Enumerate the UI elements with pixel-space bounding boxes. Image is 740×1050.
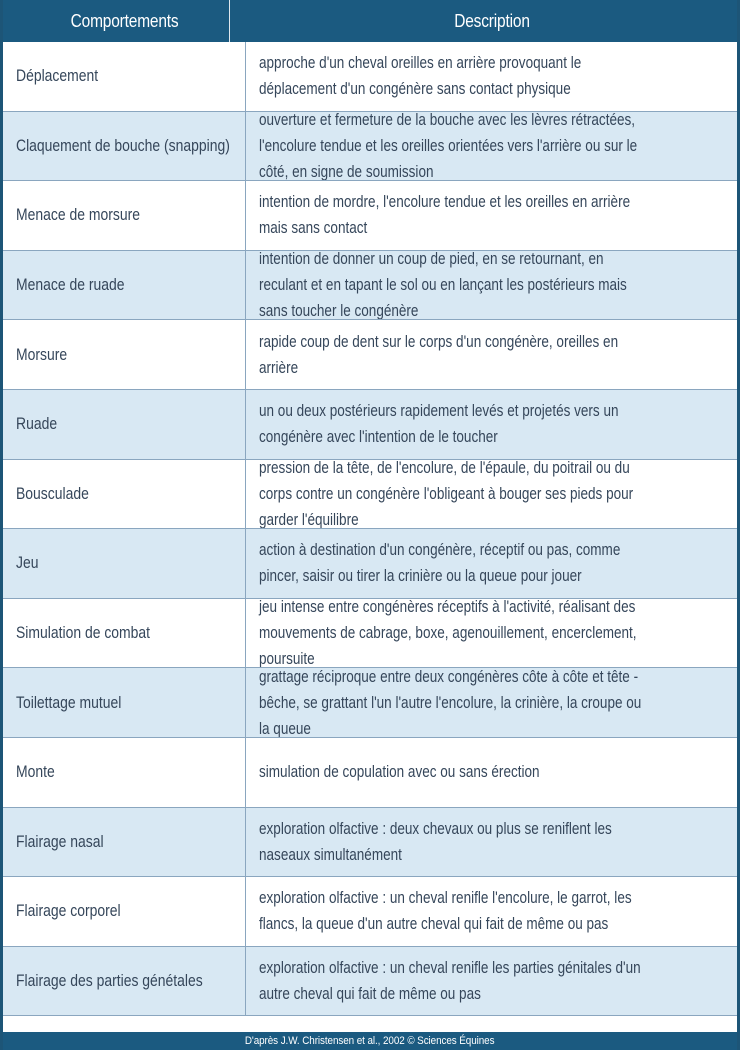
table-row xyxy=(3,42,737,112)
column-header-description xyxy=(281,0,702,42)
behavior-description: approche d'un cheval oreilles en arrière provoquant le déplacement d'un congénère sans contact physique xyxy=(259,54,582,99)
table-row xyxy=(3,320,737,390)
table-row xyxy=(3,181,737,251)
behavior-description: exploration olfactive : un cheval renifle l'encolure, le garrot, les flancs, la queue d'un autre cheval qui fait de même ou pas xyxy=(259,889,632,934)
behavior-cell xyxy=(3,112,246,181)
table-row xyxy=(3,529,737,599)
description-cell xyxy=(246,390,737,459)
column-header-behavior xyxy=(20,0,230,42)
behavior-cell xyxy=(3,251,246,320)
behavior-description: pression de la tête, de l'encolure, de l'épaule, du poitrail ou du corps contre un congénère l'obligeant à bouger ses pieds pour garder l'équilibre xyxy=(259,459,634,529)
table-row xyxy=(3,738,737,808)
behavior-description: ouverture et fermeture de la bouche avec les lèvres rétractées, l'encolure tendue et les oreilles orientées vers l'arrière ou sur le côté, en signe de soumission xyxy=(259,111,638,181)
behavior-name: Toilettage mutuel xyxy=(16,692,122,712)
table-row xyxy=(3,808,737,878)
behavior-cell xyxy=(3,599,246,668)
table-header xyxy=(3,0,737,42)
table-row xyxy=(3,112,737,182)
column-header-behavior-label: Comportements xyxy=(70,10,179,31)
description-cell xyxy=(246,599,737,668)
description-cell xyxy=(246,808,737,877)
table-row xyxy=(3,390,737,460)
column-header-description-label: Description xyxy=(454,10,530,31)
behavior-name: Menace de morsure xyxy=(16,205,140,225)
description-cell xyxy=(246,877,737,946)
description-cell xyxy=(246,460,737,529)
behavior-name: Menace de ruade xyxy=(16,275,125,295)
behavior-description: intention de donner un coup de pied, en se retournant, en reculant et en tapant le sol ou en lançant les postérieurs mais sans toucher le congénère xyxy=(259,250,627,320)
description-cell xyxy=(246,181,737,250)
behavior-description: grattage réciproque entre deux congénères côte à côte et tête - bêche, se grattant l'un l'autre l'encolure, la crinière, la croupe ou la queue xyxy=(259,668,642,737)
table-row xyxy=(3,877,737,947)
behavior-name: Monte xyxy=(16,762,55,782)
behavior-description: simulation de copulation avec ou sans érection xyxy=(259,763,540,782)
source-credit: D'après J.W. Christensen et al., 2002 © Sciences Équines xyxy=(245,1035,495,1047)
behavior-name: Simulation de combat xyxy=(16,623,151,643)
behavior-name: Flairage corporel xyxy=(16,901,121,921)
behavior-name: Flairage des parties génétales xyxy=(16,971,203,991)
description-cell xyxy=(246,112,737,181)
behavior-description: exploration olfactive : deux chevaux ou plus se reniflent les naseaux simultanément xyxy=(259,819,612,864)
behavior-cell xyxy=(3,738,246,807)
behavior-name: Bousculade xyxy=(16,483,89,503)
behavior-name: Déplacement xyxy=(16,66,99,86)
behavior-cell xyxy=(3,181,246,250)
table-row xyxy=(3,251,737,321)
behavior-description: rapide coup de dent sur le corps d'un congénère, oreilles en arrière xyxy=(259,332,619,377)
description-cell xyxy=(246,738,737,807)
behavior-cell xyxy=(3,42,246,111)
source-footer xyxy=(3,1032,737,1050)
behavior-cell xyxy=(3,460,246,529)
description-cell xyxy=(246,947,737,1016)
table-row xyxy=(3,668,737,738)
description-cell xyxy=(246,320,737,389)
table-row xyxy=(3,460,737,530)
behavior-name: Claquement de bouche (snapping) xyxy=(16,135,230,155)
behavior-description: action à destination d'un congénère, réceptif ou pas, comme pincer, saisir ou tirer la crinière ou la queue pour jouer xyxy=(259,541,621,586)
behavior-cell xyxy=(3,808,246,877)
description-cell xyxy=(246,251,737,320)
table-row xyxy=(3,599,737,669)
table-body xyxy=(3,42,737,1032)
behavior-description: intention de mordre, l'encolure tendue et les oreilles en arrière mais sans contact xyxy=(259,193,631,238)
behavior-cell xyxy=(3,877,246,946)
description-cell xyxy=(246,42,737,111)
behavior-cell xyxy=(3,529,246,598)
description-cell xyxy=(246,529,737,598)
behavior-cell xyxy=(3,320,246,389)
description-cell xyxy=(246,668,737,737)
behavior-description: exploration olfactive : un cheval renifle les parties génitales d'un autre cheval qui fait de même ou pas xyxy=(259,959,641,1004)
behavior-description: jeu intense entre congénères réceptifs à l'activité, réalisant des mouvements de cabrage, boxe, agenouillement, encerclement, poursuite xyxy=(259,598,637,668)
behavior-name: Morsure xyxy=(16,344,68,364)
table-row xyxy=(3,947,737,1017)
behavior-cell xyxy=(3,390,246,459)
behavior-cell xyxy=(3,668,246,737)
behavior-name: Ruade xyxy=(16,414,58,434)
behavior-description: un ou deux postérieurs rapidement levés et projetés vers un congénère avec l'intention de le toucher xyxy=(259,402,619,447)
behavior-cell xyxy=(3,947,246,1016)
behavior-name: Jeu xyxy=(16,553,39,573)
behavior-name: Flairage nasal xyxy=(16,831,104,851)
